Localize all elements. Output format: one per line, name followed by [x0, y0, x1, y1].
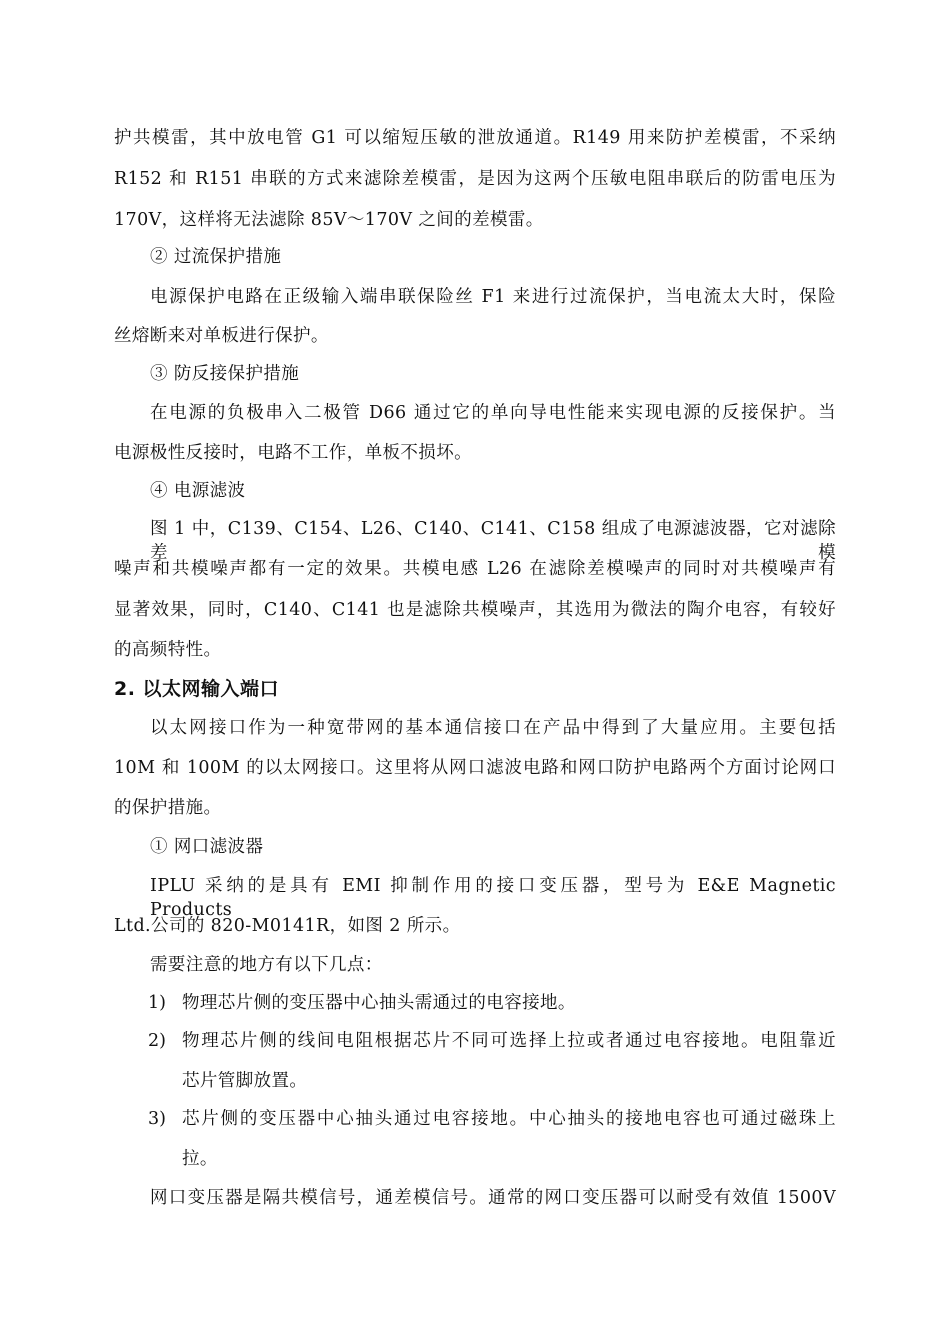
text-line: 显著效果，同时，C140、C141 也是滤除共模噪声，其选用为微法的陶介电容，有较好	[114, 600, 836, 620]
text-line: 以太网接口作为一种宽带网的基本通信接口在产品中得到了大量应用。主要包括	[150, 718, 836, 738]
text-line: 需要注意的地方有以下几点：	[150, 955, 383, 975]
subsection-title: ① 网口滤波器	[150, 837, 264, 857]
text-line: 网口变压器是隔共模信号，通差模信号。通常的网口变压器可以耐受有效值 1500V	[150, 1188, 836, 1208]
text-line: R152 和 R151 串联的方式来滤除差模雷，是因为这两个压敏电阻串联后的防雷电压为	[114, 169, 836, 189]
text-line: 在电源的负极串入二极管 D66 通过它的单向导电性能来实现电源的反接保护。当	[150, 403, 836, 423]
subsection-title: ② 过流保护措施	[150, 247, 282, 267]
text-line: 图 1 中，C139、C154、L26、C140、C141、C158 组成了电源滤波器，它对滤除差模	[150, 519, 836, 563]
text-line: 10M 和 100M 的以太网接口。这里将从网口滤波电路和网口防护电路两个方面讨论网口	[114, 758, 836, 778]
text-line: 电源极性反接时，电路不工作，单板不损坏。	[114, 443, 472, 463]
list-item-text: 芯片侧的变压器中心抽头通过电容接地。中心抽头的接地电容也可通过磁珠上	[182, 1109, 836, 1129]
list-item-text: 物理芯片侧的线间电阻根据芯片不同可选择上拉或者通过电容接地。电阻靠近	[182, 1031, 836, 1051]
text-line: 170V，这样将无法滤除 85V～170V 之间的差模雷。	[114, 210, 544, 230]
subsection-title: ③ 防反接保护措施	[150, 364, 300, 384]
section-heading: 2. 以太网输入端口	[114, 678, 280, 700]
text-line: IPLU 采纳的是具有 EMI 抑制作用的接口变压器，型号为 E&E Magnetic Products	[150, 876, 836, 920]
text-line: 的高频特性。	[114, 640, 222, 660]
text-line: 丝熔断来对单板进行保护。	[114, 326, 329, 346]
text-line: 噪声和共模噪声都有一定的效果。共模电感 L26 在滤除差模噪声的同时对共模噪声有	[114, 559, 836, 579]
list-number: 3)	[148, 1109, 166, 1129]
list-number: 2)	[148, 1031, 166, 1051]
list-item-text: 物理芯片侧的变压器中心抽头需通过的电容接地。	[182, 993, 576, 1013]
list-item-text: 芯片管脚放置。	[182, 1071, 308, 1091]
list-number: 1)	[148, 993, 166, 1013]
subsection-title: ④ 电源滤波	[150, 481, 246, 501]
text-line: 电源保护电路在正级输入端串联保险丝 F1 来进行过流保护，当电流太大时，保险	[150, 287, 836, 307]
text-line: 护共模雷，其中放电管 G1 可以缩短压敏的泄放通道。R149 用来防护差模雷，不采纳	[114, 128, 836, 148]
list-item-text: 拉。	[182, 1149, 218, 1169]
text-line: Ltd.公司的 820-M0141R，如图 2 所示。	[114, 916, 461, 936]
text-line: 的保护措施。	[114, 798, 222, 818]
